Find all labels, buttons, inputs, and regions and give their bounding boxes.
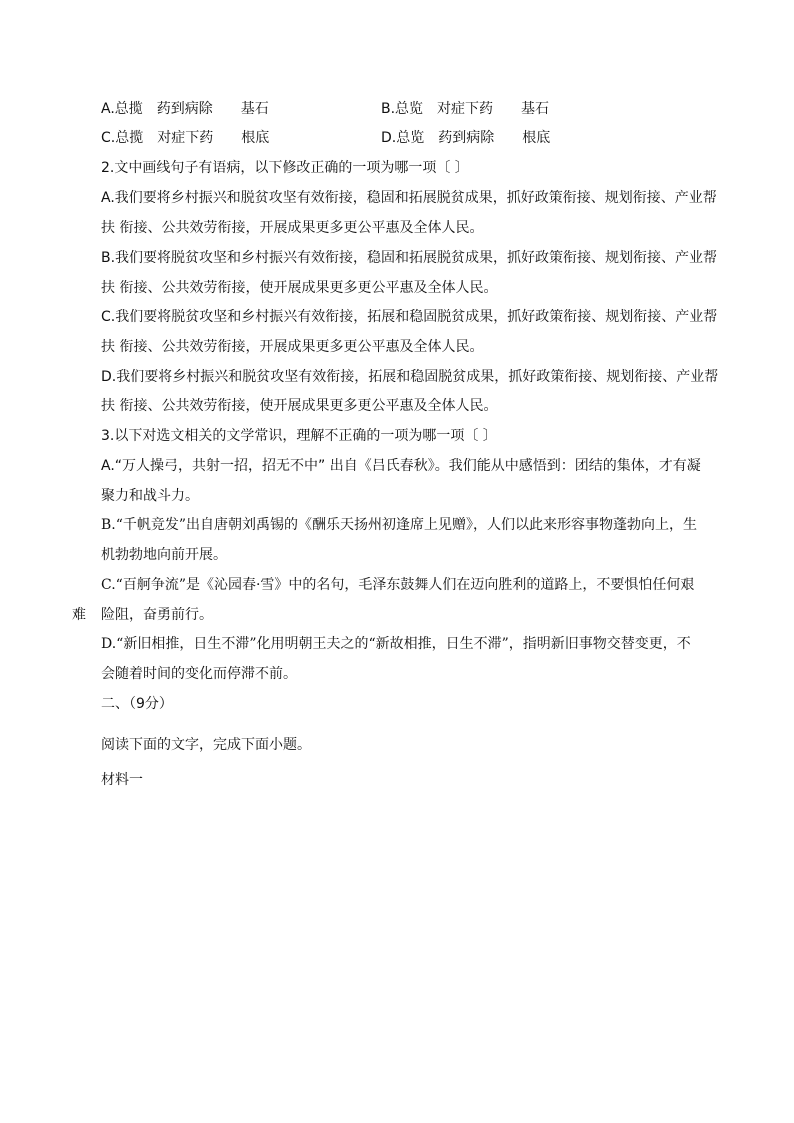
q3-option-b-line2: 机勃勃地向前开展。 [101, 547, 227, 563]
q3-option-d-line2: 会随着时间的变化而停滞不前。 [101, 666, 297, 682]
q2-option-a-line1: A.我们要将乡村振兴和脱贫攻坚有效衔接，稳固和拓展脱贫成果，抓好政策衔接、规划衔接、产业帮 [101, 190, 717, 206]
q2-option-b-line2: 扶 衔接、公共效劳衔接，使开展成果更多更公平惠及全体人民。 [101, 280, 498, 296]
section2-instruction: 阅读下面的文字，完成下面小题。 [101, 737, 311, 753]
q3-option-d-line1: D.“新旧相推，日生不滞”化用明朝王夫之的“新故相推，日生不滞”，指明新旧事物交替变更，不 [101, 636, 691, 652]
q3-option-b-line1: B.“千帆竞发”出自唐朝刘禹锡的《酬乐天扬州初逢席上见赠》，人们以此来形容事物蓬勃向上，生 [101, 517, 698, 533]
q2-option-c-line1: C.我们要将脱贫攻坚和乡村振兴有效衔接，拓展和稳固脱贫成果，抓好政策衔接、规划衔接、产业帮 [101, 309, 718, 325]
q1-option-c: C.总揽 对症下药 根底 [101, 130, 270, 146]
q2-option-d-line1: D.我们要将乡村振兴和脱贫攻坚有效衔接，拓展和稳固脱贫成果，抓好政策衔接、规划衔接、产业帮 [101, 369, 719, 385]
q2-option-b-line1: B.我们要将脱贫攻坚和乡村振兴有效衔接，稳固和拓展脱贫成果，抓好政策衔接、规划衔接、产业帮 [101, 250, 718, 266]
q3-option-a-line2: 聚力和战斗力。 [101, 488, 199, 504]
q1-option-d: D.总览 药到病除 根底 [381, 130, 551, 146]
q3-stem: 3.以下对选文相关的文学常识，理解不正确的一项为哪一项〔 〕 [101, 428, 497, 444]
section2-material-label: 材料一 [101, 772, 143, 788]
q3-option-c-line1: C.“百舸争流”是《沁园春·雪》中的名句，毛泽东鼓舞人们在迈向胜利的道路上，不要惧怕任何艰 [101, 577, 695, 593]
q1-option-b: B.总览 对症下药 基石 [381, 101, 550, 117]
q3-option-c-line2: 险阻，奋勇前行。 [101, 607, 213, 623]
q2-stem: 2.文中画线句子有语病，以下修改正确的一项为哪一项〔 〕 [101, 160, 469, 176]
q3-option-a-line1: A.“万人操弓，共射一招，招无不中” 出自《吕氏春秋》。我们能从中感悟到：团结的集体，才有凝 [101, 458, 701, 474]
q1-option-a: A.总揽 药到病除 基石 [101, 101, 269, 117]
q3-option-c-line2-lead: 难 [72, 607, 86, 623]
section2-heading: 二、（9分） [101, 696, 173, 712]
q2-option-d-line2: 扶 衔接、公共效劳衔接，使开展成果更多更公平惠及全体人民。 [101, 398, 498, 414]
q2-option-a-line2: 扶 衔接、公共效劳衔接，开展成果更多更公平惠及全体人民。 [101, 220, 484, 236]
q2-option-c-line2: 扶 衔接、公共效劳衔接，开展成果更多更公平惠及全体人民。 [101, 339, 484, 355]
